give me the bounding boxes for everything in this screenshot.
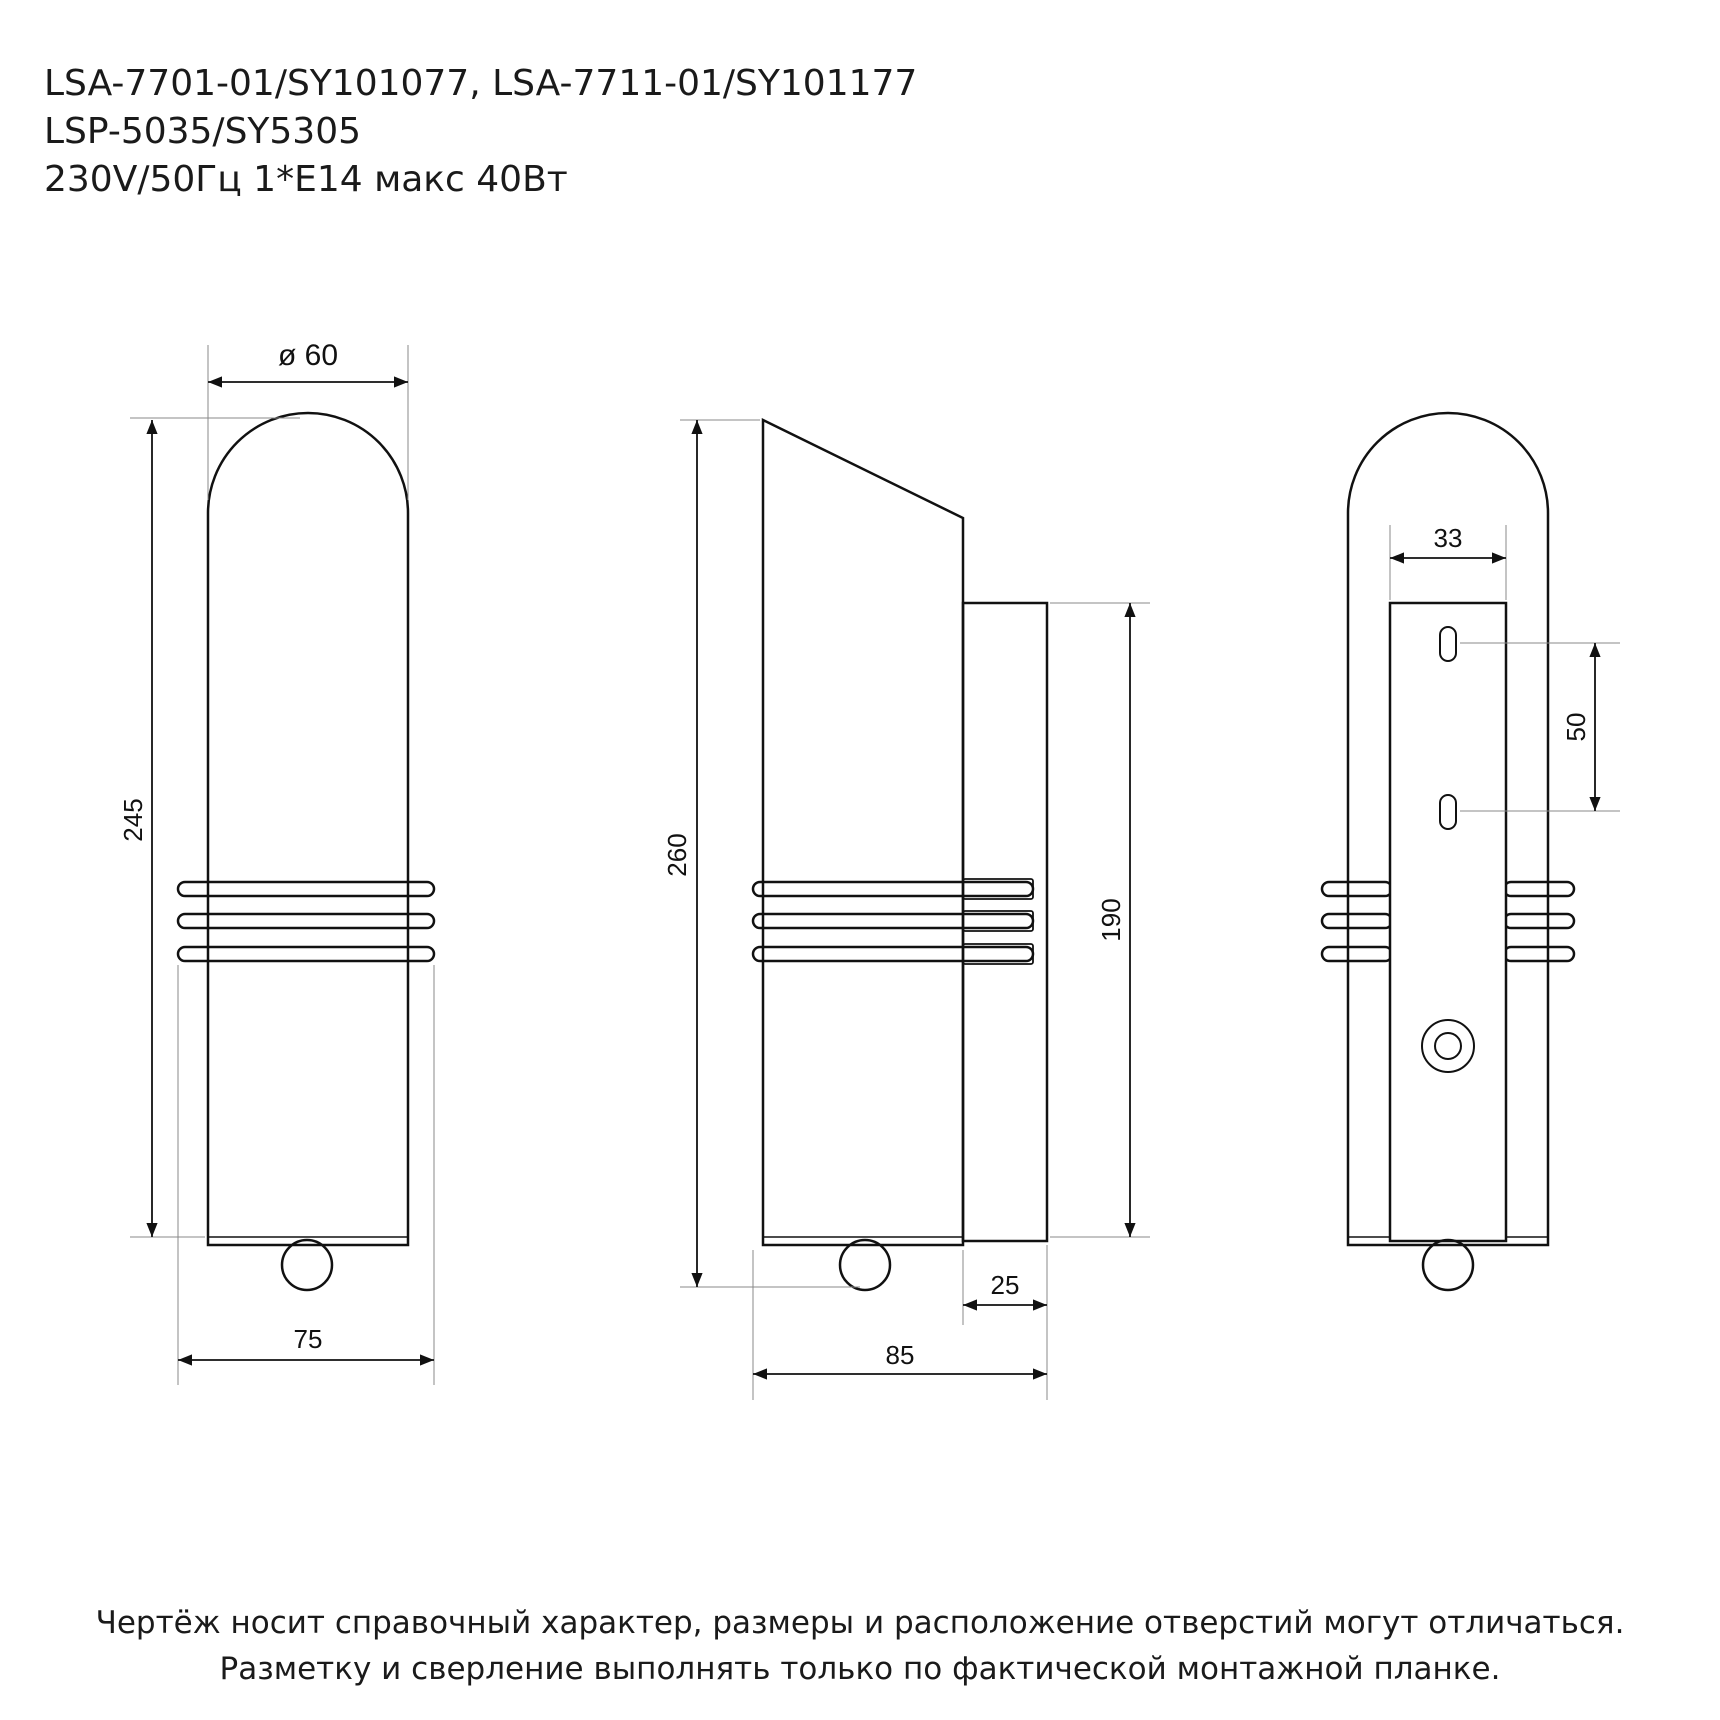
back-ring-right-3 bbox=[1504, 947, 1574, 961]
side-total-depth-label: 85 bbox=[885, 1340, 915, 1370]
side-shade-outline bbox=[763, 420, 963, 1245]
side-total-height-label: 260 bbox=[662, 833, 692, 877]
electrical-spec-line: 230V/50Гц 1*E14 макс 40Вт bbox=[44, 159, 568, 200]
disclaimer-line-2: Разметку и сверление выполнять только по фактической монтажной планке. bbox=[219, 1651, 1501, 1687]
front-ring-width-label: 75 bbox=[293, 1324, 323, 1354]
front-bulb bbox=[282, 1240, 332, 1290]
back-ring-right-1 bbox=[1504, 882, 1574, 896]
front-shade-outline bbox=[208, 413, 408, 1245]
side-ring-3 bbox=[753, 947, 1033, 961]
side-ring-2 bbox=[753, 914, 1033, 928]
back-ring-left-2 bbox=[1322, 914, 1392, 928]
back-ring-left-1 bbox=[1322, 882, 1392, 896]
front-diameter-label: ø 60 bbox=[277, 339, 339, 372]
side-base-depth-label: 25 bbox=[990, 1270, 1020, 1300]
back-view bbox=[1322, 413, 1620, 1290]
front-ring-3 bbox=[178, 947, 434, 961]
front-view bbox=[130, 345, 434, 1385]
back-ring-right-2 bbox=[1504, 914, 1574, 928]
back-plate-width-label: 33 bbox=[1433, 523, 1463, 553]
front-ring-1 bbox=[178, 882, 434, 896]
side-ring-1 bbox=[753, 882, 1033, 896]
mounting-plate bbox=[1390, 603, 1506, 1241]
disclaimer-note bbox=[0, 1600, 1720, 1692]
front-height-label: 245 bbox=[118, 798, 148, 842]
back-bulb bbox=[1423, 1240, 1473, 1290]
front-ring-2 bbox=[178, 914, 434, 928]
back-hole-spacing-label: 50 bbox=[1561, 712, 1591, 742]
side-bulb bbox=[840, 1240, 890, 1290]
side-base-height-label: 190 bbox=[1096, 898, 1126, 942]
disclaimer-line-1: Чертёж носит справочный характер, размеры и расположение отверстий могут отличаться. bbox=[95, 1605, 1625, 1641]
side-wall-base bbox=[963, 603, 1047, 1241]
model-numbers-line: LSA-7701-01/SY101077, LSA-7711-01/SY101177 bbox=[44, 63, 918, 104]
side-view bbox=[680, 420, 1150, 1400]
model-numbers-line-2: LSP-5035/SY5305 bbox=[44, 111, 362, 152]
back-ring-left-3 bbox=[1322, 947, 1392, 961]
